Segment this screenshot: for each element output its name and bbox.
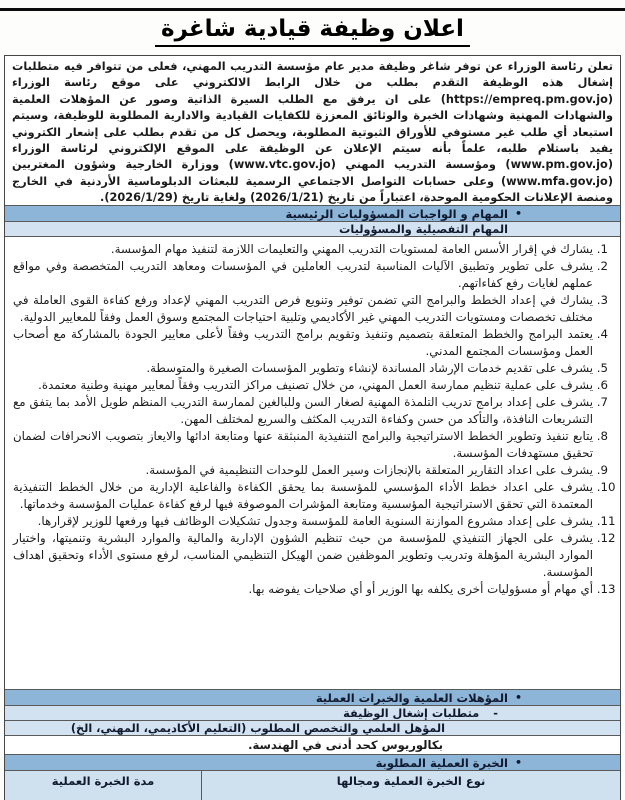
duty-item: 4. يعتمد البرامج والخطط المتعلقة بتصميم وتنفيذ وتقويم برامج التدريب وفقاً لأعلى معايير الجودة بالمشاركة مع أصحاب العمل ومؤسسات المجتمع المدني.	[11, 326, 593, 360]
section-header-main-duties	[5, 206, 620, 222]
experience-columns-header-row	[5, 771, 620, 800]
document-header	[0, 16, 625, 47]
duty-item: 10. يشرف على اعداد خطط الأداء المؤسسي للمؤسسة بما يحقق الكفاءة والفاعلية الإدارية من خلال الخطط التنفيذية المعتمدة التي تحقق الاستراتيجية المؤسسية ومتابعة المؤشرات الموصوفة فيها لرفع كفاءة عمليات المؤسسة وخدماتها.	[11, 479, 593, 513]
bullet-icon: •	[514, 691, 522, 704]
job-requirements-header-label: متطلبات إشغال الوظيفة	[343, 706, 480, 720]
top-divider-rule	[0, 8, 625, 11]
qualification-value-row	[5, 736, 620, 755]
bullet-icon: •	[514, 756, 522, 769]
qualifications-header-label: المؤهلات العلمية والخبرات العملية	[315, 690, 508, 705]
duties-list	[11, 241, 616, 598]
duties-list-cell	[5, 237, 620, 690]
section-header-detailed-duties	[5, 222, 620, 237]
experience-header-label: الخبرة العملية المطلوبة	[375, 755, 508, 770]
duty-item: 7. يشرف على إعداد برامج تدريب التلمذة المهنية لصغار السن وللبالغين لممارسة التدريب المنظم طويل الأمد بما يتفق مع التشريعات النافذة، والتأكد من حسن وكفاءة التدريب المكثف والسريع لمختلف المهن.	[11, 394, 593, 428]
qualification-value: بكالوريوس كحد أدنى في الهندسة.	[248, 738, 443, 752]
experience-duration-column-header: مدة الخبرة العملية	[51, 774, 155, 788]
duty-item: 6. يشرف على عملية تنظيم ممارسة العمل المهني، من خلال تصنيف مراكز التدريب وفقاً لمعايير مهنية وطنية معتمدة.	[11, 377, 593, 394]
section-header-qualifications	[5, 690, 620, 706]
experience-type-column-header: نوع الخبرة العملية ومجالها	[201, 771, 620, 800]
page-title: اعلان وظيفة قيادية شاغرة	[155, 16, 470, 47]
duty-item: 11. يشرف على إعداد مشروع الموازنة السنوية العامة للمؤسسة وجدول تشكيلات الوظائف فيها ورفعها للوزير لإقرارها.	[11, 513, 593, 530]
intro-paragraph: تعلن رئاسة الوزراء عن توفر شاغر وظيفة مدير عام مؤسسة التدريب المهني، فعلى من تتوافر فيه متطلبات إشغال هذه الوظيفة التقدم بطلب من خلال الرابط الالكتروني على موقع رئاسة الوزراء (https://empreq.pm.gov.jo) على ان يرفق مع الطلب السيرة الذاتية وصور عن المؤهلات العلمية والشهادات المهنية وشهادات الخبرة والوثائق المعززة للكفايات القيادية والادارية المطلوبة للوظيفة، وسيتم استبعاد أي طلب غير مستوفي للأوراق الثبوتية المطلوبة، ويحصل كل من تقدم بطلب على إشعار الكتروني يفيد باستلام طلبه، علماً بأنه سيتم الإعلان عن الوظيفة على الموقع الإلكتروني لرئاسة الوزراء (www.pm.gov.jo) ومؤسسة التدريب المهني (www.vtc.gov.jo) ووزارة الخارجية وشؤون المغتربين (www.mfa.gov.jo) وعلى حسابات التواصل الاجتماعي الرسمية للبعثات الدبلوماسية الأردنية في الخارج ومنصة الإعلانات الحكومية الموحدة، اعتباراً من تاريخ (2026/1/21) ولغاية تاريخ (2026/1/29).	[12, 60, 613, 205]
duty-item: 3. يشارك في إعداد الخطط والبرامج التي تضمن توفير وتنويع فرص التدريب المهني لإعداد ورفع كفاءة القوى العاملة في مختلف تخصصات ومستويات التدريب المهني غير الأكاديمي وتلبية احتياجات المجتمع وسوق العمل وفقاً للمعايير الدولية.	[11, 292, 593, 326]
announcement-table	[4, 55, 621, 800]
main-duties-header-label: المهام و الواجبات المسؤوليات الرئيسية	[285, 206, 508, 221]
duty-item: 12. يشرف على الجهاز التنفيذي للمؤسسة من حيث تنظيم الشؤون الإدارية والمالية والموارد البشرية وتنميتها، واختيار الموارد البشرية المؤهلة وتدريب وتطوير الموظفين ضمن الهيكل التنظيمي المناسب، لرفع مستوى الأداء وتحقيق اهداف المؤسسة.	[11, 530, 593, 581]
duty-item: 13. أي مهام أو مسؤوليات أخرى يكلفه بها الوزير أو أي صلاحيات يفوضه بها.	[11, 581, 593, 598]
qualification-label: المؤهل العلمي والتخصص المطلوب (التعليم الأكاديمي، المهني، الخ)	[70, 721, 445, 735]
duty-item: 2. يشرف على تطوير وتطبيق الآليات المناسبة لتدريب العاملين في المؤسسات ومعاهد التدريب المتخصصة وفي مواقع عملهم لغايات رفع كفاءاتهم.	[11, 258, 593, 292]
section-header-experience	[5, 755, 620, 771]
duty-item: 8. يتابع تنفيذ وتطوير الخطط الاستراتيجية والبرامج التنفيذية المنبثقة عنها ومتابعة ادائها والايعاز بتصويب الانحرافات لضمان تحقيق مستهدفات المؤسسة.	[11, 428, 593, 462]
duty-item: 9. يشرف على اعداد التقارير المتعلقة بالإنجازات وسير العمل للوحدات التنظيمية في المؤسسة.	[11, 462, 593, 479]
qualification-label-row	[5, 721, 620, 736]
intro-paragraph-cell	[5, 56, 620, 206]
duty-item: 5. يشرف على تقديم خدمات الإرشاد المساندة لإنشاء وتطوير المؤسسات الصغيرة والمتوسطة.	[11, 360, 593, 377]
section-header-job-requirements	[5, 706, 620, 721]
duty-item: 1. يشارك في إقرار الأسس العامة لمستويات التدريب المهني والتعليمات اللازمة لتنفيذ مهام المؤسسة.	[11, 241, 593, 258]
bullet-icon: •	[514, 207, 522, 220]
detailed-duties-header-label: المهام التفصيلية والمسؤوليات	[339, 222, 508, 236]
dash-bullet-icon: -	[493, 706, 498, 720]
